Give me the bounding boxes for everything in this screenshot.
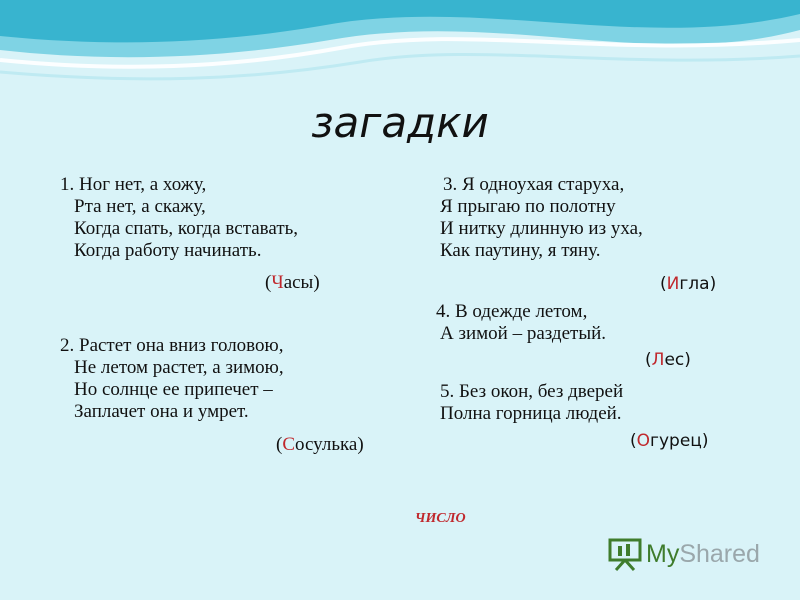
logo-text-suffix: Shared [679, 539, 760, 568]
riddle-line: Когда спать, когда вставать, [74, 218, 299, 239]
riddle-4 [436, 301, 606, 345]
riddle-line: Полна горница людей. [440, 403, 622, 424]
riddle-line: 2. Растет она вниз головою, [60, 335, 284, 356]
answer-bracket: ( [265, 272, 272, 293]
page-title: загадки [311, 98, 489, 147]
answer-rest: асы) [283, 272, 320, 293]
riddle-line: Как паутину, я тяну. [440, 240, 601, 261]
presentation-board-icon [606, 536, 646, 572]
header-waves [0, 0, 800, 110]
answer-initial: И [666, 274, 680, 294]
riddle-1 [60, 174, 298, 262]
riddle-line: Когда работу начинать. [74, 240, 262, 261]
riddle-line: 3. Я одноухая старуха, [443, 174, 625, 195]
riddle-line: Я прыгаю по полотну [440, 196, 616, 217]
answer-initial: О [636, 431, 651, 451]
riddle-line: 5. Без окон, без дверей [440, 381, 624, 402]
footer-word: ЧИСЛО [415, 511, 466, 526]
answer-rest: гла) [679, 274, 717, 294]
riddle-5 [440, 381, 623, 425]
answer-initial: Ч [271, 272, 284, 293]
riddle-line: Заплачет она и умрет. [74, 401, 249, 422]
myshared-logo [606, 536, 760, 572]
riddle-line: Но солнце ее припечет – [74, 379, 273, 400]
answer-initial: Л [651, 350, 665, 370]
answer-rest: гурец) [650, 431, 709, 451]
answer-rest: осулька) [295, 434, 364, 455]
riddle-line: А зимой – раздетый. [440, 323, 607, 344]
answer-bracket: ( [660, 274, 667, 294]
riddle-answer [276, 434, 364, 456]
answer-initial: С [282, 434, 296, 455]
riddle-2 [60, 335, 284, 423]
riddle-answer [265, 272, 320, 294]
answer-bracket: ( [276, 434, 283, 455]
answer-bracket: ( [645, 350, 652, 370]
riddle-answer [630, 431, 708, 451]
logo-text-prefix: My [646, 539, 680, 568]
riddle-line: 1. Ног нет, а хожу, [60, 174, 207, 195]
riddle-line: 4. В одежде летом, [436, 301, 588, 322]
riddle-line: И нитку длинную из уха, [440, 218, 643, 239]
riddle-line: Рта нет, а скажу, [74, 196, 206, 217]
riddle-line: Не летом растет, а зимою, [74, 357, 284, 378]
riddle-answer [645, 350, 691, 370]
answer-rest: ес) [664, 350, 691, 370]
riddle-answer [660, 274, 716, 294]
answer-bracket: ( [630, 431, 637, 451]
riddle-3 [440, 174, 643, 262]
